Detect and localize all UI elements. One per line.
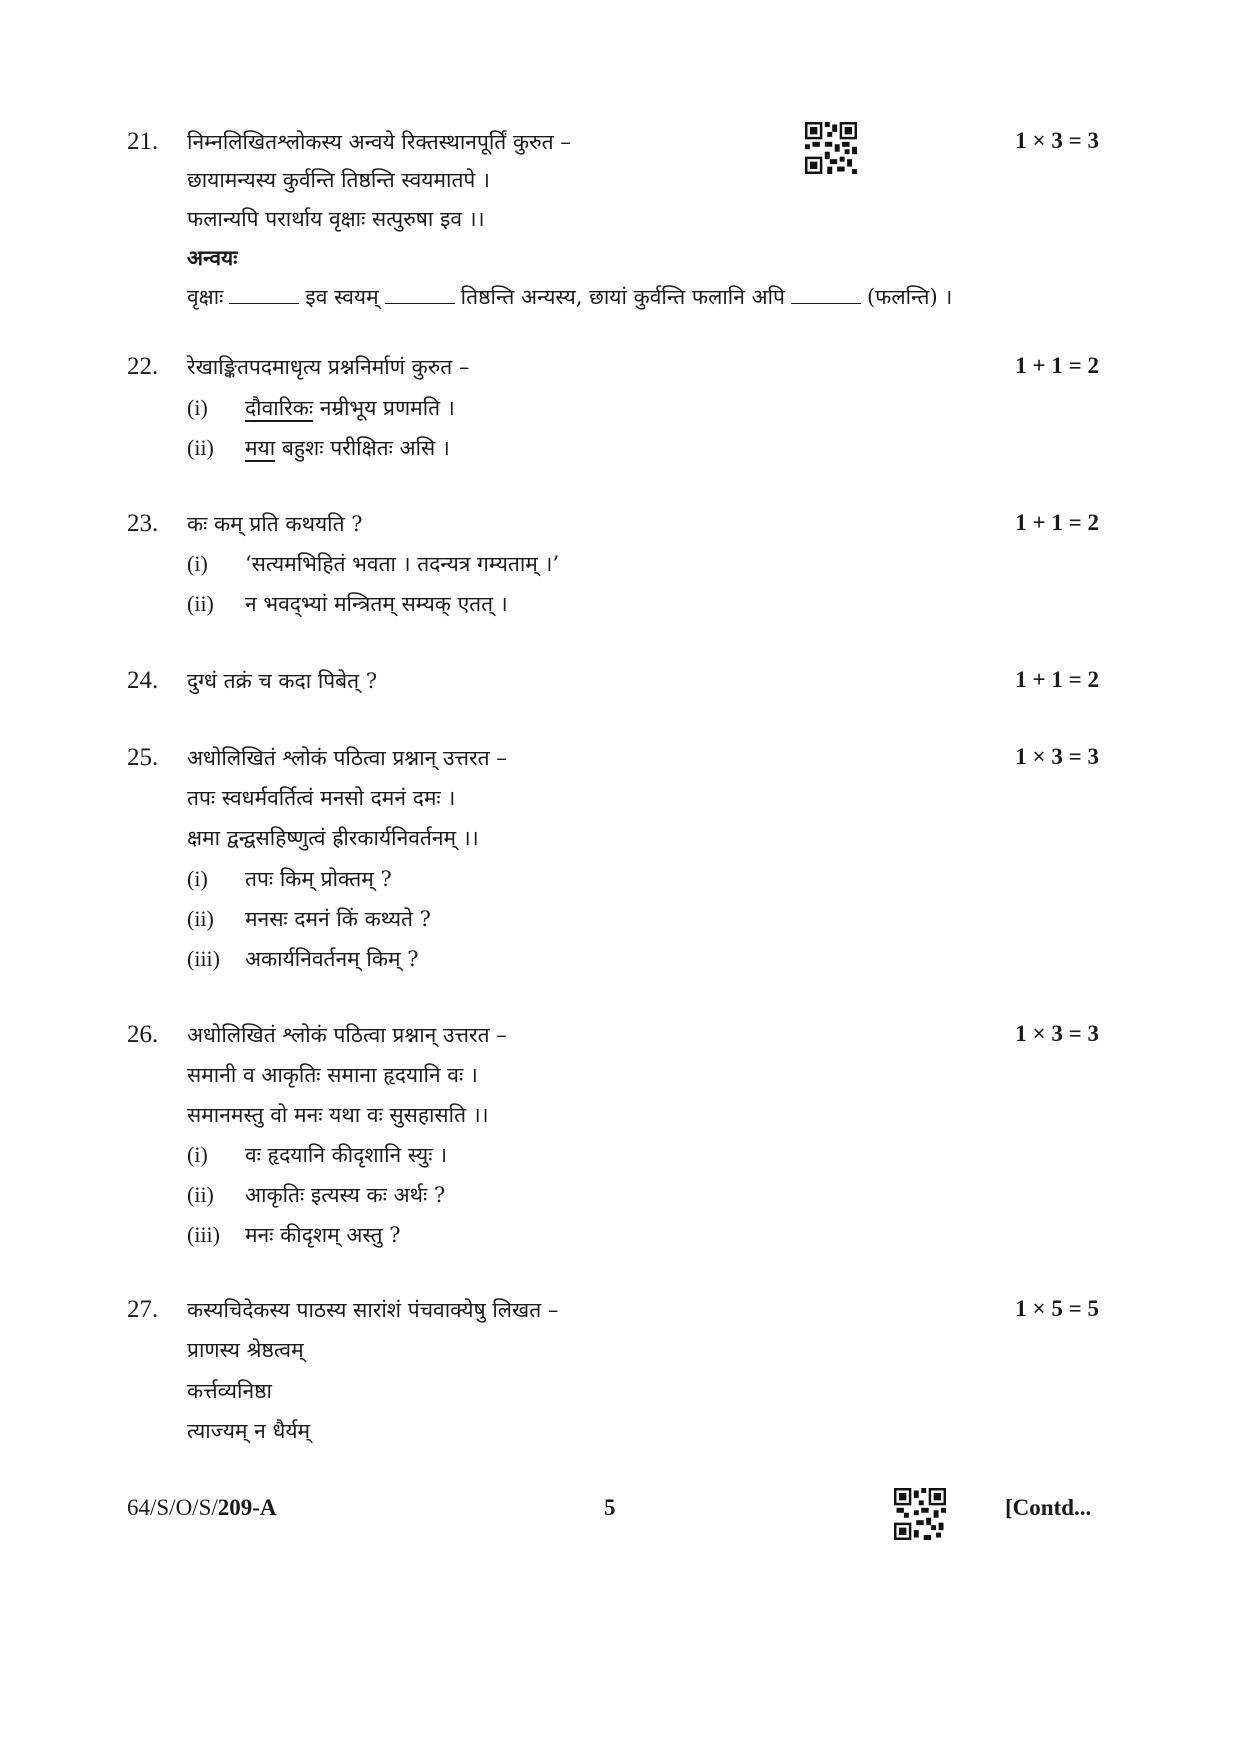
question-number: 24. (127, 667, 159, 694)
question-prompt: कस्यचिदेकस्य पाठस्य सारांशं पंचवाक्येषु लिखत – (187, 1298, 559, 1322)
sub-question (187, 905, 431, 933)
sub-question-number: (iii) (187, 1222, 220, 1247)
topic-option: त्याज्यम् न धैर्यम् (187, 1419, 311, 1443)
topic-option: कर्त्तव्यनिष्ठा (187, 1379, 272, 1403)
sub-question-number: (i) (187, 395, 208, 420)
verse-line-1: छायामन्यस्य कुर्वन्ति तिष्ठन्ति स्वयमातपे । (187, 168, 490, 192)
sub-question-text: बहुशः परीक्षितः असि । (275, 436, 450, 460)
question-prompt: अधोलिखितं श्लोकं पठित्वा प्रश्नान् उत्तरत – (187, 746, 507, 770)
fill-blank (385, 299, 455, 304)
marks-allocation: 1 + 1 = 2 (1015, 510, 1099, 535)
sub-question-number: (ii) (187, 591, 214, 616)
fill-blank (791, 299, 861, 304)
fill-blank (229, 299, 299, 304)
verse-line-1: समानी व आकृतिः समाना हृदयानि वः । (187, 1063, 478, 1087)
sub-question (187, 1141, 447, 1169)
sub-question-text: मनः कीदृशम् अस्तु ? (245, 1223, 401, 1247)
continued-label: [Contd... (1005, 1495, 1092, 1520)
sub-question-text: आकृतिः इत्यस्य कः अर्थः ? (245, 1183, 446, 1207)
sub-question (187, 865, 392, 893)
paper-code-suffix: 209-A (217, 1495, 277, 1520)
sub-question-number: (i) (187, 1142, 208, 1167)
sub-question-text: वः हृदयानि कीदृशानि स्युः । (245, 1143, 448, 1167)
sub-question (187, 1181, 445, 1209)
sub-question (187, 550, 559, 578)
sub-question (187, 1221, 400, 1249)
question-number: 22. (127, 353, 159, 380)
sub-question-number: (ii) (187, 1182, 214, 1207)
paper-code-prefix: 64/S/O/S/ (127, 1495, 218, 1520)
topic-option: प्राणस्य श्रेष्ठत्वम् (187, 1338, 304, 1362)
page-number: 5 (604, 1495, 616, 1520)
verse-line-2: फलान्यपि परार्थाय वृक्षाः सत्पुरुषा इव ।। (187, 207, 485, 231)
marks-allocation: 1 × 3 = 3 (1015, 128, 1099, 153)
anvaya-part: तिष्ठन्ति अन्यस्य, छायां कुर्वन्ति फलानि अपि (460, 285, 785, 309)
sub-question-text: तपः किम् प्रोक्तम् ? (245, 867, 392, 891)
sub-question-text: नम्रीभूय प्रणमति । (313, 396, 455, 420)
sub-question-text: न भवद्भ्यां मन्त्रितम् सम्यक् एतत् । (245, 592, 508, 616)
anvaya-part: (फलन्ति) । (866, 285, 953, 309)
anvaya-label: अन्वयः (187, 245, 238, 270)
sub-question-number: (iii) (187, 946, 220, 971)
qr-code-top (805, 122, 857, 174)
sub-question-number: (ii) (187, 906, 214, 931)
question-prompt: अधोलिखितं श्लोकं पठित्वा प्रश्नान् उत्तरत – (187, 1023, 507, 1047)
question-prompt: रेखाङ्कितपदमाधृत्य प्रश्ननिर्माणं कुरुत – (187, 355, 470, 379)
sub-question-text: मनसः दमनं किं कथ्यते ? (245, 907, 431, 931)
sub-question-number: (i) (187, 551, 208, 576)
marks-allocation: 1 × 3 = 3 (1015, 744, 1099, 769)
anvaya-line (187, 283, 952, 311)
underlined-word: दौवारिकः (245, 396, 314, 420)
sub-question (187, 945, 418, 973)
qr-code-bottom (894, 1488, 946, 1540)
question-number: 27. (127, 1296, 159, 1323)
sub-question (187, 394, 455, 422)
sub-question (187, 590, 508, 618)
sub-question-text: अकार्यनिवर्तनम् किम् ? (245, 947, 419, 971)
paper-code (127, 1495, 277, 1521)
question-prompt: दुग्धं तक्रं च कदा पिबेत् ? (187, 669, 378, 693)
anvaya-part: वृक्षाः (187, 285, 224, 309)
question-number: 25. (127, 744, 159, 771)
sub-question-number: (i) (187, 866, 208, 891)
marks-allocation: 1 + 1 = 2 (1015, 353, 1099, 378)
sub-question-text: ‘सत्यमभिहितं भवता । तदन्यत्र गम्यताम् ।’ (245, 552, 560, 576)
question-number: 21. (127, 128, 159, 155)
verse-line-2: क्षमा द्वन्द्वसहिष्णुत्वं ह्रीरकार्यनिवर्तनम् ।। (187, 826, 479, 850)
question-prompt: कः कम् प्रति कथयति ? (187, 512, 363, 536)
question-number: 26. (127, 1021, 159, 1048)
sub-question-number: (ii) (187, 435, 214, 460)
verse-line-1: तपः स्वधर्मवर्तित्वं मनसो दमनं दमः । (187, 786, 456, 810)
marks-allocation: 1 × 3 = 3 (1015, 1021, 1099, 1046)
underlined-word: मया (245, 436, 276, 460)
marks-allocation: 1 × 5 = 5 (1015, 1296, 1099, 1321)
sub-question (187, 434, 450, 462)
marks-allocation: 1 + 1 = 2 (1015, 667, 1099, 692)
verse-line-2: समानमस्तु वो मनः यथा वः सुसहासति ।। (187, 1103, 489, 1127)
question-prompt: निम्नलिखितश्लोकस्य अन्वये रिक्तस्थानपूर्तिं कुरुत – (187, 130, 571, 154)
question-number: 23. (127, 510, 159, 537)
anvaya-part: इव स्वयम् (305, 285, 379, 309)
